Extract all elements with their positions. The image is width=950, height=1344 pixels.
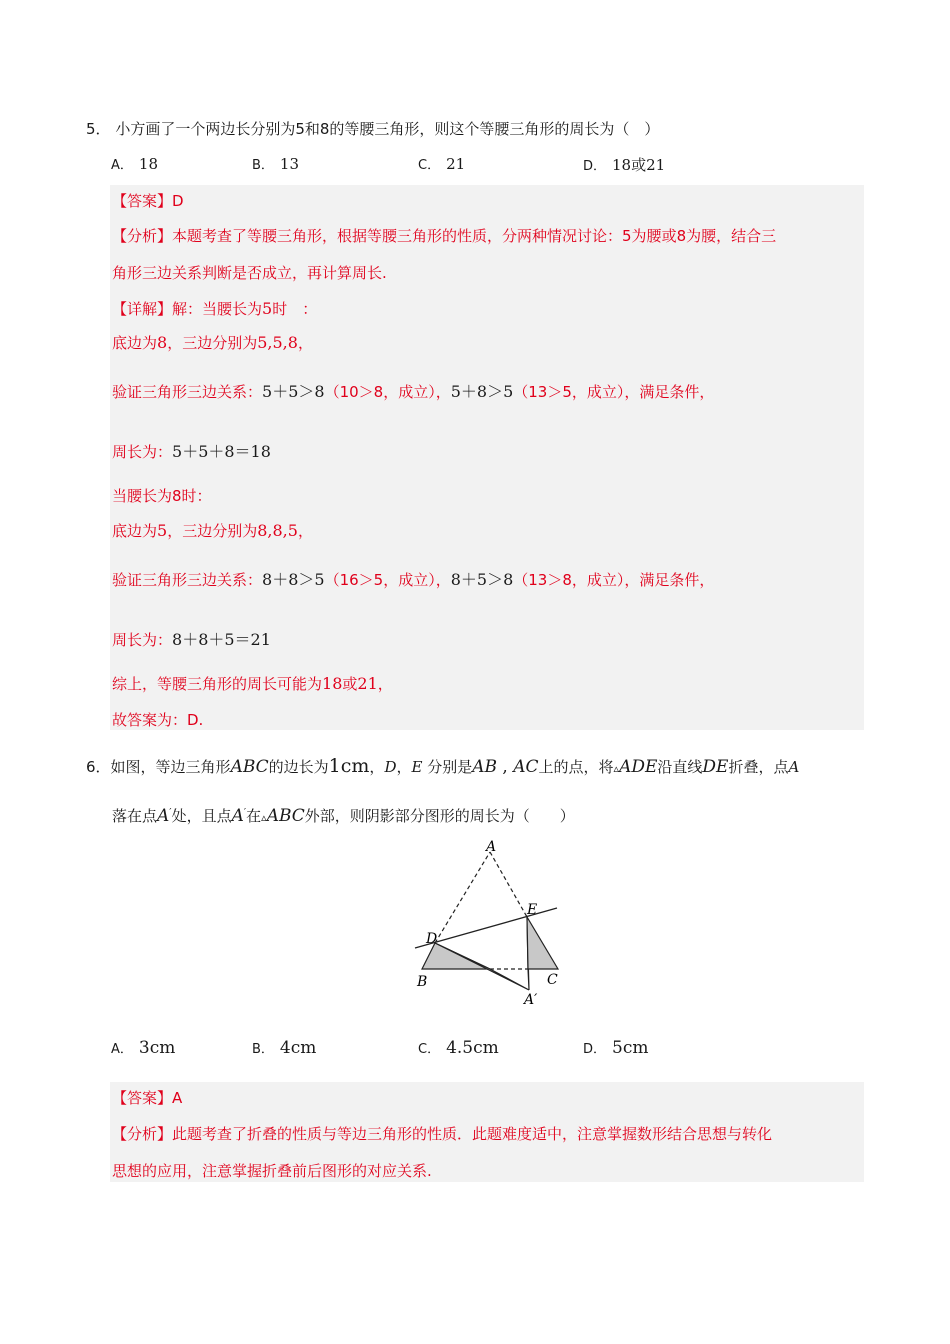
q5-summary-or: 或 [342, 675, 358, 693]
q5-analysis-line2: 角形三边关系判断是否成立，再计算周长. [112, 264, 387, 282]
q6-stem-text-i: 沿直线 [657, 758, 703, 776]
q5-detail-line1 [112, 298, 317, 319]
q5-option-a[interactable] [111, 154, 158, 173]
q6-answer-value: A [172, 1089, 183, 1107]
q5-analysis-text1: 本题考查了等腰三角形，根据等腰三角形的性质，分两种情况讨论：5为腰或8为腰，结合三 [172, 227, 777, 245]
q5-option-d[interactable] [583, 154, 665, 175]
q5-case1-sides-num: 5,5,8 [257, 333, 298, 352]
q6-option-b-value: 4cm [279, 1038, 317, 1058]
q6-label-e: E [527, 902, 538, 918]
q6-label-d: D [426, 931, 438, 947]
q6-line2-abc: ABC [266, 806, 305, 826]
q5-case2-verify [112, 567, 714, 590]
q5-case2-base-text: 底边为 [112, 522, 158, 540]
q5-summary [112, 673, 393, 694]
q5-case1-perimeter [112, 439, 271, 462]
q5-option-b-letter: B． [252, 158, 274, 173]
q5-detail-case1-intro: 解：当腰长为 [172, 300, 263, 318]
q6-label-b: B [417, 974, 428, 990]
q5-answer-label: 【答案】 [112, 192, 173, 210]
q6-answer-label: 【答案】 [112, 1089, 173, 1107]
q5-summary-val2: 21 [357, 674, 378, 693]
q6-label-c: C [547, 972, 558, 988]
q5-option-b[interactable] [252, 154, 299, 173]
q5-case1-verify-expr2: 5＋8＞5 [450, 382, 514, 401]
q6-analysis-line1 [112, 1123, 772, 1144]
q6-line2-triangle-symbol: ▵ [261, 811, 267, 824]
q6-answer [112, 1087, 182, 1108]
q6-line2-text-d: 外部，则阴影部分图形的周长为（ ） [304, 807, 575, 825]
q5-case2-verify-note1: （16＞5，成立）， [324, 571, 451, 589]
q6-stem-comma1: ， [369, 758, 385, 776]
q6-label-a-prime: A′ [524, 992, 538, 1008]
q5-option-a-value: 18 [138, 155, 158, 173]
q6-option-c-value: 4.5cm [446, 1038, 499, 1058]
q5-case2-perimeter [112, 627, 271, 650]
q6-line2-text-c: 在 [246, 807, 262, 825]
q5-case2-base-num: 5 [157, 521, 168, 540]
q5-case2-intro: 当腰长为8时： [112, 487, 212, 505]
q6-stem-text-h: 上的点，将 [538, 758, 614, 776]
q6-line2-prime-mark: ′ [169, 807, 172, 818]
q6-stem-line1 [86, 755, 799, 777]
q5-analysis-label: 【分析】 [112, 227, 173, 245]
q6-stem-comma3: , [497, 757, 514, 777]
q5-case2-base [112, 520, 313, 541]
q6-stem-ac: AC [513, 757, 539, 777]
q6-option-d-letter: D． [583, 1042, 607, 1057]
q5-summary-val1: 18 [322, 674, 343, 693]
q5-case1-verify [112, 379, 714, 402]
q6-analysis-label: 【分析】 [112, 1125, 173, 1143]
q5-option-c-letter: C． [418, 158, 441, 173]
q6-line2-prime-mark2: ′ [243, 807, 247, 818]
q6-analysis-line2: 思想的应用，注意掌握折叠前后图形的对应关系. [112, 1162, 432, 1180]
q5-case1-verify-label: 验证三角形三边关系： [112, 383, 263, 401]
q6-option-a-value: 3cm [138, 1038, 176, 1058]
q5-analysis-line1 [112, 225, 776, 246]
q6-stem-triangle-symbol: ▵ [613, 762, 620, 775]
q6-stem-abc: ABC [230, 757, 269, 777]
q5-answer-value: D [172, 192, 184, 210]
q5-case2-sides-text: ，三边分别为 [167, 522, 258, 540]
q6-stem-e: E [411, 758, 423, 776]
q6-stem-de: DE [702, 757, 729, 777]
q5-stem-line [86, 118, 659, 139]
q5-case2-verify-note2: （13＞8，成立），满足条件， [513, 571, 715, 589]
q5-case1-base-text: 底边为 [112, 334, 158, 352]
q5-stem: 小方画了一个两边长分别为5和8的等腰三角形，则这个等腰三角形的周长为（ ） [115, 120, 660, 138]
q5-case1-base-num: 8 [157, 333, 168, 352]
q5-case1-comma: ， [297, 334, 313, 352]
q6-stem-comma2: ， [396, 758, 412, 776]
q5-number: 5． [86, 120, 111, 138]
q6-option-a-letter: A． [111, 1042, 133, 1057]
q5-case1-base [112, 332, 313, 353]
q6-option-b[interactable] [252, 1038, 316, 1058]
q5-case1-sides-text: ，三边分别为 [167, 334, 258, 352]
q6-label-a: A [486, 839, 497, 855]
q6-stem-ab: AB [472, 757, 497, 777]
q5-detail-case1-val: 5 [262, 299, 273, 318]
q5-case1-verify-note1: （10＞8，成立）， [324, 383, 451, 401]
q6-stem-ade: ADE [619, 757, 658, 777]
q6-stem-text-j: 折叠，点 [728, 758, 789, 776]
q6-stem-text-a: 如图，等边三角形 [110, 758, 231, 776]
q5-case2-comma: ， [297, 522, 313, 540]
q5-case1-perimeter-expr: 5＋5＋8＝18 [172, 442, 271, 461]
q5-answer [112, 190, 184, 211]
q6-stem-d: D [384, 758, 397, 776]
q5-case2-verify-expr1: 8＋8＞5 [262, 570, 325, 589]
q5-case1-verify-expr1: 5＋5＞8 [262, 382, 325, 401]
q6-stem-text-g: 分别是 [422, 758, 473, 776]
q6-option-b-letter: B． [252, 1042, 274, 1057]
q5-case1-verify-note2: （13＞5，成立），满足条件， [513, 383, 715, 401]
q5-option-a-letter: A． [111, 158, 133, 173]
q6-option-c[interactable] [418, 1038, 499, 1058]
q6-stem-a: A [788, 758, 800, 776]
q6-option-d[interactable] [583, 1038, 648, 1058]
q5-case2-perimeter-label: 周长为： [112, 631, 173, 649]
q5-case2-sides-num: 8,8,5 [257, 521, 298, 540]
q6-option-c-letter: C． [418, 1042, 441, 1057]
q5-final-answer: 故答案为：D. [112, 711, 204, 729]
q6-line2-a-prime-letter2: A [231, 806, 244, 826]
q6-dashed-side-ae [490, 852, 527, 917]
q5-case2-verify-label: 验证三角形三边关系： [112, 571, 263, 589]
q5-option-c[interactable] [418, 154, 465, 173]
q6-geometry-figure [405, 835, 570, 1010]
q5-detail-label: 【详解】 [112, 300, 173, 318]
q5-summary-comma: ， [377, 675, 393, 693]
q5-option-d-value: 18或21 [612, 156, 666, 174]
q5-case2-verify-expr2: 8＋5＞8 [450, 570, 514, 589]
q5-case2-perimeter-expr: 8＋8＋5＝21 [172, 630, 271, 649]
q6-stem-length: 1cm [328, 755, 370, 777]
q6-line2-a-prime-letter: A [157, 806, 170, 826]
q6-stem-text-b: 的边长为 [268, 758, 329, 776]
q5-option-d-letter: D． [583, 159, 607, 174]
q6-line2-text-a: 落在点 [112, 807, 158, 825]
q5-summary-text: 综上，等腰三角形的周长可能为 [112, 675, 323, 693]
q5-case1-perimeter-label: 周长为： [112, 443, 173, 461]
q5-detail-case1-end: 时 ： [272, 300, 318, 318]
q6-shaded-triangle-right [527, 917, 558, 969]
q6-analysis-text1: 此题考查了折叠的性质与等边三角形的性质．此题难度适中，注意掌握数形结合思想与转化 [172, 1125, 773, 1143]
q6-option-a[interactable] [111, 1038, 175, 1058]
q5-option-c-value: 21 [446, 155, 466, 173]
q6-line2-text-b: 处，且点 [171, 807, 232, 825]
q5-option-b-value: 13 [279, 155, 300, 173]
q6-number: 6． [86, 758, 111, 776]
q6-option-d-value: 5cm [612, 1038, 649, 1058]
q6-stem-line2 [112, 805, 575, 826]
